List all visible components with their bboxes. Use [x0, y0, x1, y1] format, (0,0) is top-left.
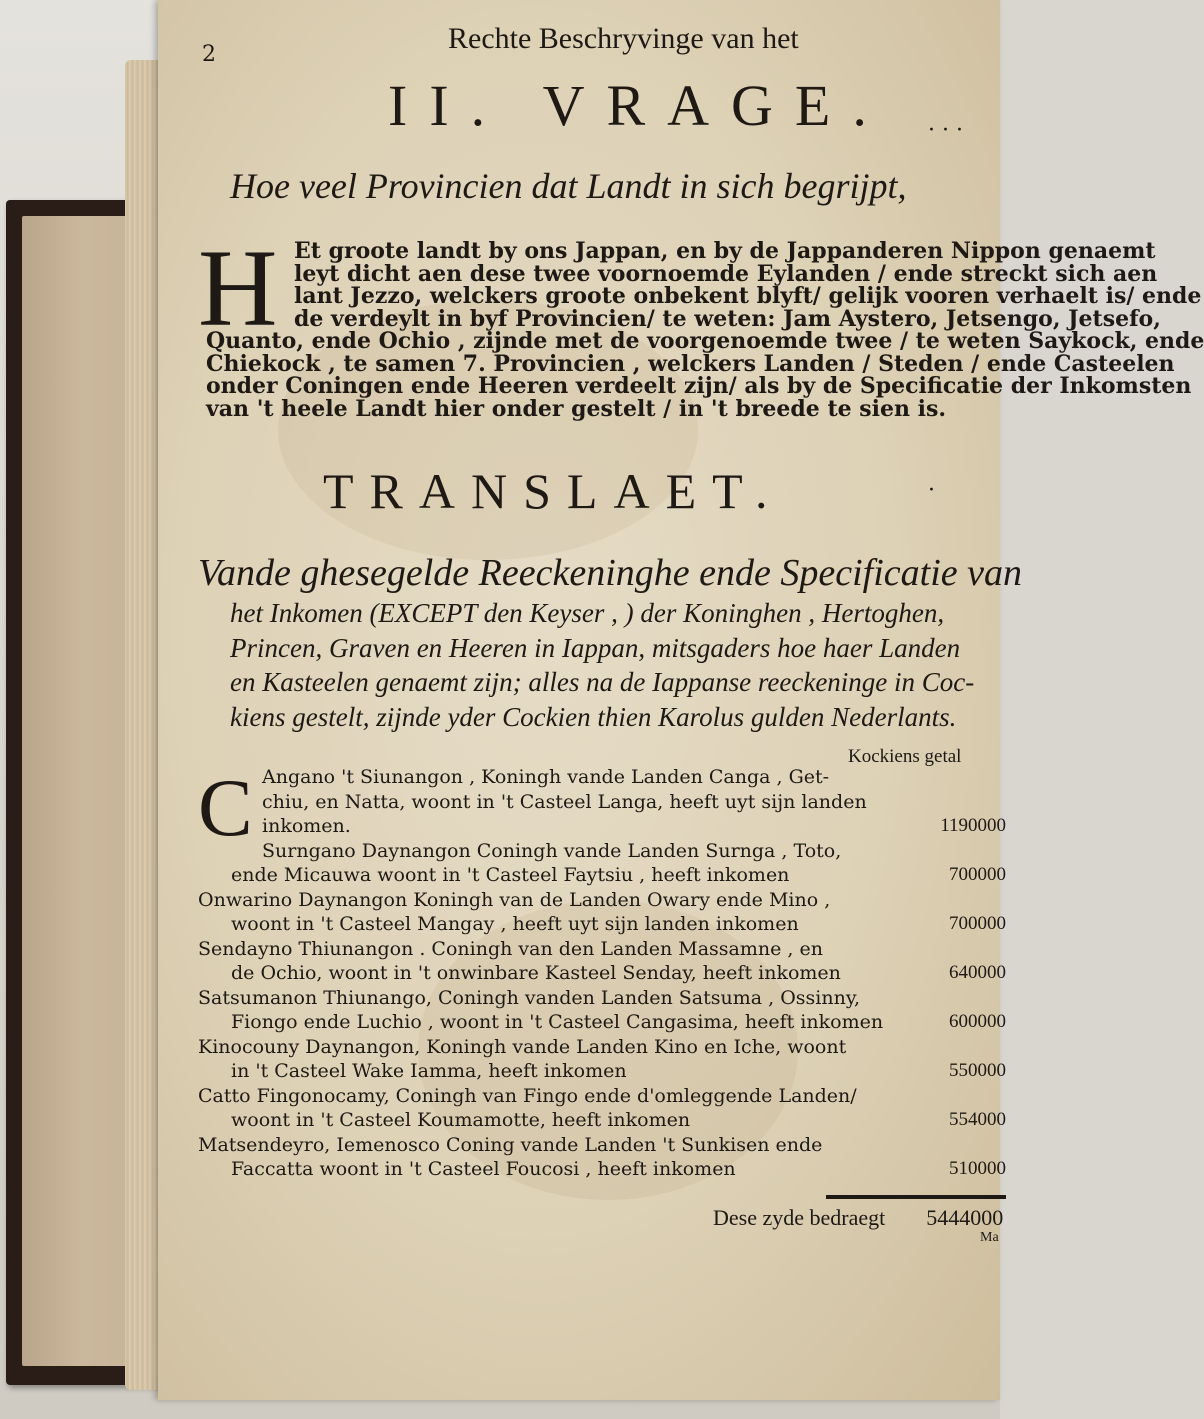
entry-value: 640000 — [949, 961, 1006, 983]
list-item — [198, 1133, 1006, 1182]
total-rule — [826, 1195, 1006, 1199]
total-label: Dese zyde bedraegt — [713, 1205, 886, 1230]
entry-line: Matsendeyro, Iemenosco Coning vande Landen 't Sunkisen ende — [198, 1133, 823, 1156]
column-label: Kockiens getal — [848, 746, 962, 767]
list-item — [198, 888, 1006, 937]
chapter-title: II. VRAGE. — [388, 73, 889, 138]
section-title: TRANSLAET. — [323, 463, 784, 519]
heading-line-1: Vande ghesegelde Reeckeninghe ende Specificatie van — [198, 552, 1022, 594]
entry-value: 1190000 — [940, 814, 1006, 836]
entry-line: Faccatta woont in 't Casteel Foucosi , heeft inkomen — [231, 1158, 736, 1180]
total-value: 5444000 — [926, 1205, 1004, 1230]
entry-line: Angano 't Siunangon , Koningh vande Landen Canga , Get- — [262, 766, 830, 788]
paragraph-line: leyt dicht aen dese twee voornoemde Eylanden / ende streckt sich aen — [294, 260, 1158, 287]
entry-line: Satsumanon Thiunango, Coningh vanden Landen Satsuma , Ossinny, — [198, 986, 861, 1009]
entry-line: Surngano Daynangon Coningh vande Landen Surnga , Toto, — [262, 839, 842, 862]
heading-line: en Kasteelen genaemt zijn; alles na de Iappanse reeckeninge in Coc- — [230, 667, 975, 697]
page-number: 2 — [202, 42, 216, 67]
paragraph-line: Chiekock , te samen 7. Provincien , welckers Landen / Steden / ende Casteelen — [206, 350, 1175, 377]
paragraph-line: van 't heele Landt hier onder gestelt / in 't breede te sien is. — [206, 395, 947, 422]
heading-line: Princen, Graven en Heeren in Iappan, mitsgaders hoe haer Landen — [230, 632, 961, 663]
list-item — [198, 839, 1006, 888]
entry-value: 600000 — [949, 1010, 1006, 1032]
book-page — [158, 0, 1204, 1400]
entry-line: Sendayno Thiunangon . Coningh van den Landen Massamne , en — [198, 937, 823, 960]
entry-line: Fiongo ende Luchio , woont in 't Casteel Cangasima, heeft inkomen — [231, 1011, 884, 1033]
entry-line: Onwarino Daynangon Koningh van de Landen Owary ende Mino , — [198, 888, 831, 911]
running-head: Rechte Beschryvinge van het — [448, 22, 799, 55]
revenue-list — [198, 762, 1006, 1182]
list-item — [198, 1084, 1006, 1133]
entry-line: de Ochio, woont in 't onwinbare Kasteel Senday, heeft inkomen — [231, 962, 841, 984]
list-item — [198, 1035, 1006, 1084]
paragraph-line: Et groote landt by ons Jappan, en by de Jappanderen Nippon genaemt — [294, 238, 1156, 264]
list-item — [198, 986, 1006, 1035]
page-total — [713, 1205, 1003, 1231]
drop-cap-h: H — [198, 227, 278, 349]
entry-line: woont in 't Casteel Mangay , heeft uyt sijn landen inkomen — [231, 913, 799, 935]
heading-line: kiens gestelt, zijnde yder Cockien thien Karolus gulden Nederlants. — [230, 701, 957, 732]
entry-value: 550000 — [949, 1059, 1006, 1081]
entry-line: in 't Casteel Wake Iamma, heeft inkomen — [231, 1060, 627, 1082]
corner-mark: · · · — [928, 118, 963, 143]
list-item — [198, 765, 1006, 839]
section-mark: · — [928, 478, 935, 503]
chapter-subtitle: Hoe veel Provincien dat Landt in sich begrijpt, — [230, 166, 907, 206]
entry-line: Kinocouny Daynangon, Koningh vande Landen Kino en Iche, woont — [198, 1035, 847, 1058]
heading-line: het Inkomen (EXCEPT den Keyser , ) der Koninghen , Hertoghen, — [230, 598, 945, 628]
entry-line: chiu, en Natta, woont in 't Casteel Langa, heeft uyt sijn landen — [262, 790, 867, 813]
paragraph-line: lant Jezzo, welckers groote onbekent blyft/ gelijk vooren verhaelt is/ ende — [294, 283, 1202, 309]
intro-paragraph — [206, 238, 1204, 422]
translation-heading — [198, 550, 1022, 734]
entry-line: ende Micauwa woont in 't Casteel Faytsiu , heeft inkomen — [231, 864, 790, 886]
entry-line: inkomen. — [262, 815, 351, 837]
paragraph-line: de verdeylt in byf Provincien/ te weten: Jam Aystero, Jetsengo, Jetsefo, — [294, 305, 1161, 332]
entry-value: 510000 — [949, 1157, 1006, 1179]
entry-value: 700000 — [949, 863, 1006, 885]
entry-value: 700000 — [949, 912, 1006, 934]
drop-cap-c: C — [198, 762, 253, 853]
entry-line: woont in 't Casteel Koumamotte, heeft inkomen — [231, 1109, 691, 1131]
entry-value: 554000 — [949, 1108, 1006, 1130]
paragraph-line: onder Coningen ende Heeren verdeelt zijn/ als by de Specificatie der Inkomsten — [206, 373, 1192, 399]
list-item — [198, 937, 1006, 986]
catchword: Ma — [980, 1230, 999, 1245]
paragraph-line: Quanto, ende Ochio , zijnde met de voorgenoemde twee / te weten Saykock, ende — [206, 328, 1204, 354]
entry-line: Catto Fingonocamy, Coningh van Fingo ende d'omleggende Landen/ — [198, 1084, 857, 1107]
